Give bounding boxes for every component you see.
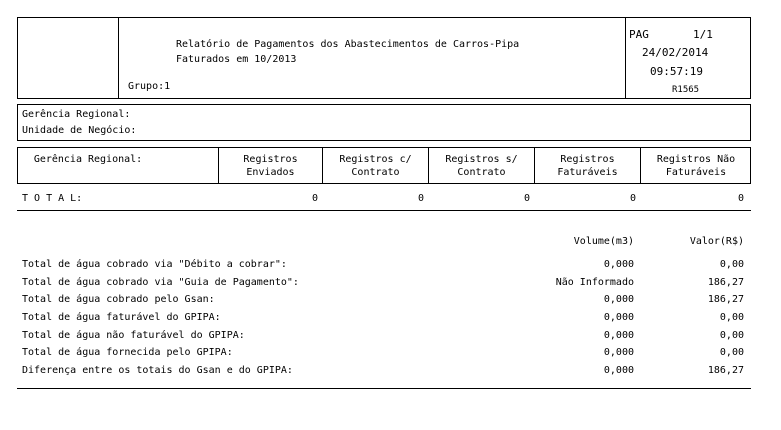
total-label: T O T A L: <box>22 193 83 204</box>
summary-volume: 0,000 <box>603 259 634 270</box>
total-underline <box>17 210 751 211</box>
summary-volume: 0,000 <box>603 312 634 323</box>
report-time: 09:57:19 <box>650 65 703 78</box>
page-number: 1/1 <box>693 28 713 41</box>
unidade-negocio-label: Unidade de Negócio: <box>22 125 137 136</box>
report-code: R1565 <box>672 85 700 95</box>
summary-label: Diferença entre os totais do Gsan e do GPIPA: <box>22 365 293 376</box>
grupo-label: Grupo:1 <box>128 81 171 92</box>
summary-label: Total de água cobrado via "Guia de Pagamento": <box>22 277 299 288</box>
total-nao-faturaveis: 0 <box>737 193 744 204</box>
summary-volume: 0,000 <box>603 330 634 341</box>
report-title-line2: Faturados em 10/2013 <box>176 54 297 65</box>
summary-bottom-rule <box>17 388 751 389</box>
valor-header: Valor(R$) <box>689 236 744 247</box>
report-title-line1: Relatório de Pagamentos dos Abastecimentos de Carros-Pipa <box>176 39 520 50</box>
col-header-gerencia: Gerência Regional: <box>33 154 143 165</box>
col-header-enviados-text: Registros Enviados <box>243 154 298 178</box>
total-enviados: 0 <box>311 193 318 204</box>
summary-label: Total de água cobrado pelo Gsan: <box>22 294 215 305</box>
summary-valor: 186,27 <box>707 294 744 305</box>
summary-volume: Não Informado <box>555 277 634 288</box>
summary-label: Total de água fornecida pelo GPIPA: <box>22 347 233 358</box>
col-header-faturaveis-text: Registros Faturáveis <box>557 154 618 178</box>
summary-valor: 186,27 <box>707 277 744 288</box>
volume-header: Volume(m3) <box>573 236 634 247</box>
gerencia-regional-label: Gerência Regional: <box>22 109 131 120</box>
col-header-sem-contrato-text: Registros s/ Contrato <box>445 154 518 178</box>
summary-label: Total de água cobrado via "Débito a cobrar": <box>22 259 287 270</box>
summary-valor: 0,00 <box>719 312 744 323</box>
col-header-enviados <box>219 153 322 179</box>
summary-valor: 0,00 <box>719 330 744 341</box>
summary-valor: 0,00 <box>719 347 744 358</box>
report-date: 24/02/2014 <box>642 46 709 59</box>
col-header-sem-contrato <box>429 153 534 179</box>
col-header-com-contrato <box>323 153 428 179</box>
summary-volume: 0,000 <box>603 294 634 305</box>
col-header-nao-faturaveis <box>641 153 751 179</box>
col-header-nao-faturaveis-text: Registros Não Faturáveis <box>656 154 736 178</box>
header-divider-right <box>625 17 626 99</box>
summary-valor: 186,27 <box>707 365 744 376</box>
col-header-faturaveis <box>535 153 640 179</box>
summary-label: Total de água faturável do GPIPA: <box>22 312 221 323</box>
page-label: PAG <box>629 28 649 41</box>
header-divider-left <box>118 17 119 99</box>
summary-valor: 0,00 <box>719 259 744 270</box>
summary-label: Total de água não faturável do GPIPA: <box>22 330 245 341</box>
total-com-contrato: 0 <box>417 193 424 204</box>
total-sem-contrato: 0 <box>523 193 530 204</box>
total-faturaveis: 0 <box>629 193 636 204</box>
summary-volume: 0,000 <box>603 365 634 376</box>
col-header-com-contrato-text: Registros c/ Contrato <box>339 154 412 178</box>
summary-volume: 0,000 <box>603 347 634 358</box>
